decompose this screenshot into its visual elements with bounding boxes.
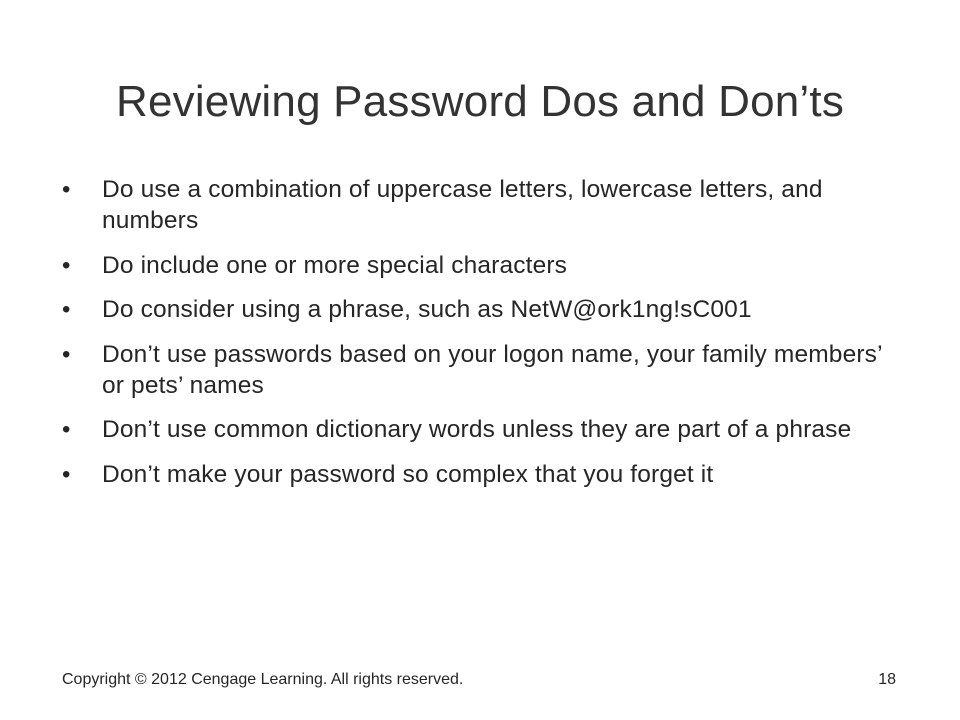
bullet-text: Do use a combination of uppercase letters, lowercase letters, and numbers: [102, 176, 823, 234]
bullet-item: [62, 174, 882, 236]
bullet-dot-icon: •: [62, 296, 71, 323]
bullet-text: Don’t use common dictionary words unless they are part of a phrase: [102, 416, 852, 443]
bullet-dot-icon: •: [62, 416, 71, 443]
bullet-item: [62, 294, 882, 325]
bullet-dot-icon: •: [62, 176, 71, 203]
copyright-notice: Copyright © 2012 Cengage Learning. All rights reserved.: [62, 671, 464, 688]
bullet-dot-icon: •: [62, 460, 71, 488]
bullet-text: Don’t use passwords based on your logon name, your family members’ or pets’ names: [102, 340, 882, 399]
bullet-item: [62, 339, 882, 401]
bullet-text: Do include one or more special characters: [102, 251, 568, 279]
bullet-item: [62, 250, 882, 281]
bullet-dot-icon: •: [62, 251, 71, 279]
bullet-text: Don’t make your password so complex that you forget it: [102, 460, 714, 488]
bullet-item: [62, 459, 882, 490]
bullet-item: [62, 414, 882, 445]
bullet-text: Do consider using a phrase, such as NetW@ork1ng!sC001: [102, 296, 752, 323]
slide-title: Reviewing Password Dos and Don’ts: [115, 77, 845, 126]
bullet-dot-icon: •: [62, 340, 71, 368]
page-number: 18: [878, 671, 896, 688]
bullet-list: [62, 174, 882, 503]
